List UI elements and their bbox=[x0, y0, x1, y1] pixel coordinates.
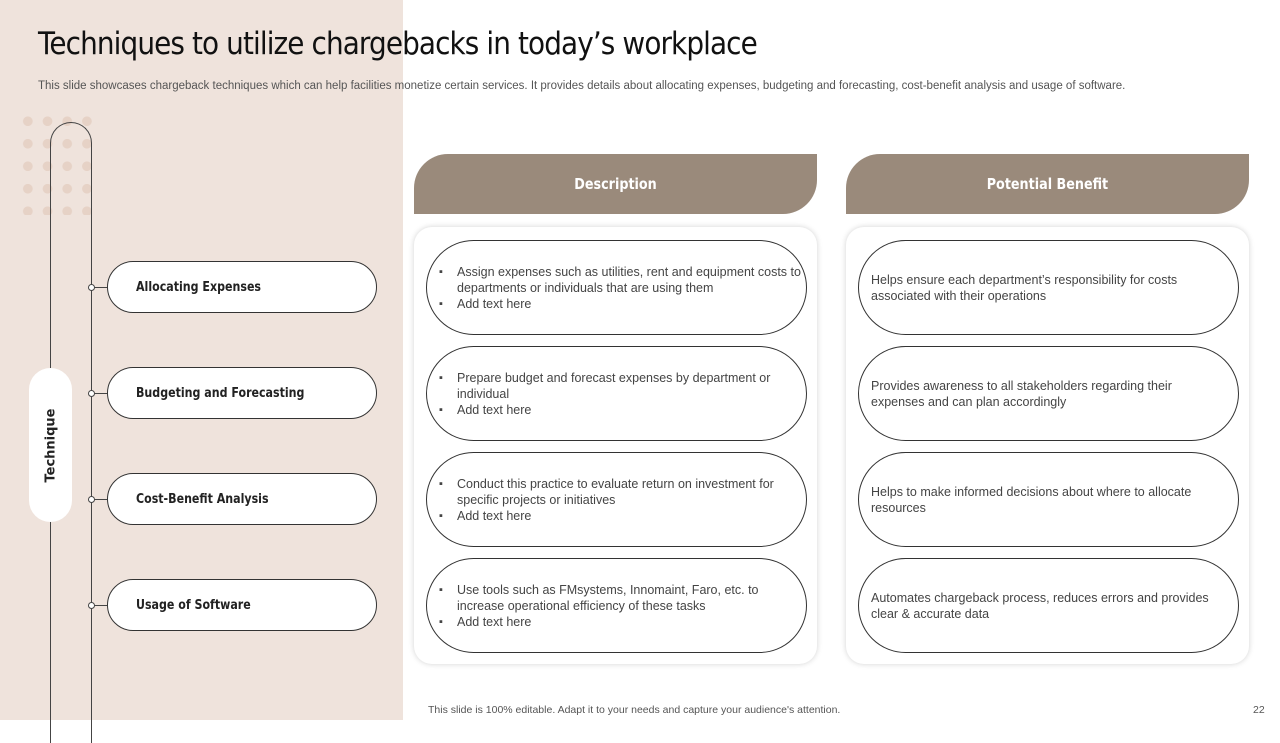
technique-node bbox=[88, 496, 95, 503]
technique-usage-of-software: Usage of Software bbox=[107, 579, 377, 631]
description-oval bbox=[426, 240, 807, 335]
benefit-oval: Provides awareness to all stakeholders regarding their expenses and can plan accordingly bbox=[858, 346, 1239, 441]
description-bullet-list: ▪ Prepare budget and forecast expenses by department or individual ▪ Add text here bbox=[427, 370, 806, 418]
technique-vertical-label: Technique bbox=[29, 368, 72, 522]
footer-note: This slide is 100% editable. Adapt it to your needs and capture your audience's attention. bbox=[428, 704, 841, 716]
technique-allocating-expenses: Allocating Expenses bbox=[107, 261, 377, 313]
technique-node bbox=[88, 284, 95, 291]
description-bullet-list: ▪ Conduct this practice to evaluate return on investment for specific projects or initiatives ▪ Add text here bbox=[427, 476, 806, 524]
technique-cost-benefit-analysis: Cost-Benefit Analysis bbox=[107, 473, 377, 525]
page-number: 22 bbox=[1253, 704, 1265, 716]
potential-benefit-column-header: Potential Benefit bbox=[846, 154, 1249, 214]
slide-subtitle: This slide showcases chargeback techniques which can help facilities monetize certain services. It provides details about allocating expenses, budgeting and forecasting, cost-benefit analysis and usage of software. bbox=[38, 80, 1126, 92]
benefit-oval: Helps ensure each department’s responsibility for costs associated with their operations bbox=[858, 240, 1239, 335]
benefit-oval: Helps to make informed decisions about where to allocate resources bbox=[858, 452, 1239, 547]
slide-title: Techniques to utilize chargebacks in today’s workplace bbox=[38, 26, 757, 62]
description-oval bbox=[426, 558, 807, 653]
technique-budgeting-forecasting: Budgeting and Forecasting bbox=[107, 367, 377, 419]
technique-node bbox=[88, 390, 95, 397]
description-oval bbox=[426, 346, 807, 441]
description-oval bbox=[426, 452, 807, 547]
technique-node bbox=[88, 602, 95, 609]
benefit-oval: Automates chargeback process, reduces errors and provides clear & accurate data bbox=[858, 558, 1239, 653]
description-bullet-list: ▪ Assign expenses such as utilities, rent and equipment costs to departments or individuals that are using them ▪ Add text here bbox=[427, 264, 806, 312]
description-column-header: Description bbox=[414, 154, 817, 214]
description-bullet-list: ▪ Use tools such as FMsystems, Innomaint, Faro, etc. to increase operational efficiency of these tasks ▪ Add text here bbox=[427, 582, 806, 630]
